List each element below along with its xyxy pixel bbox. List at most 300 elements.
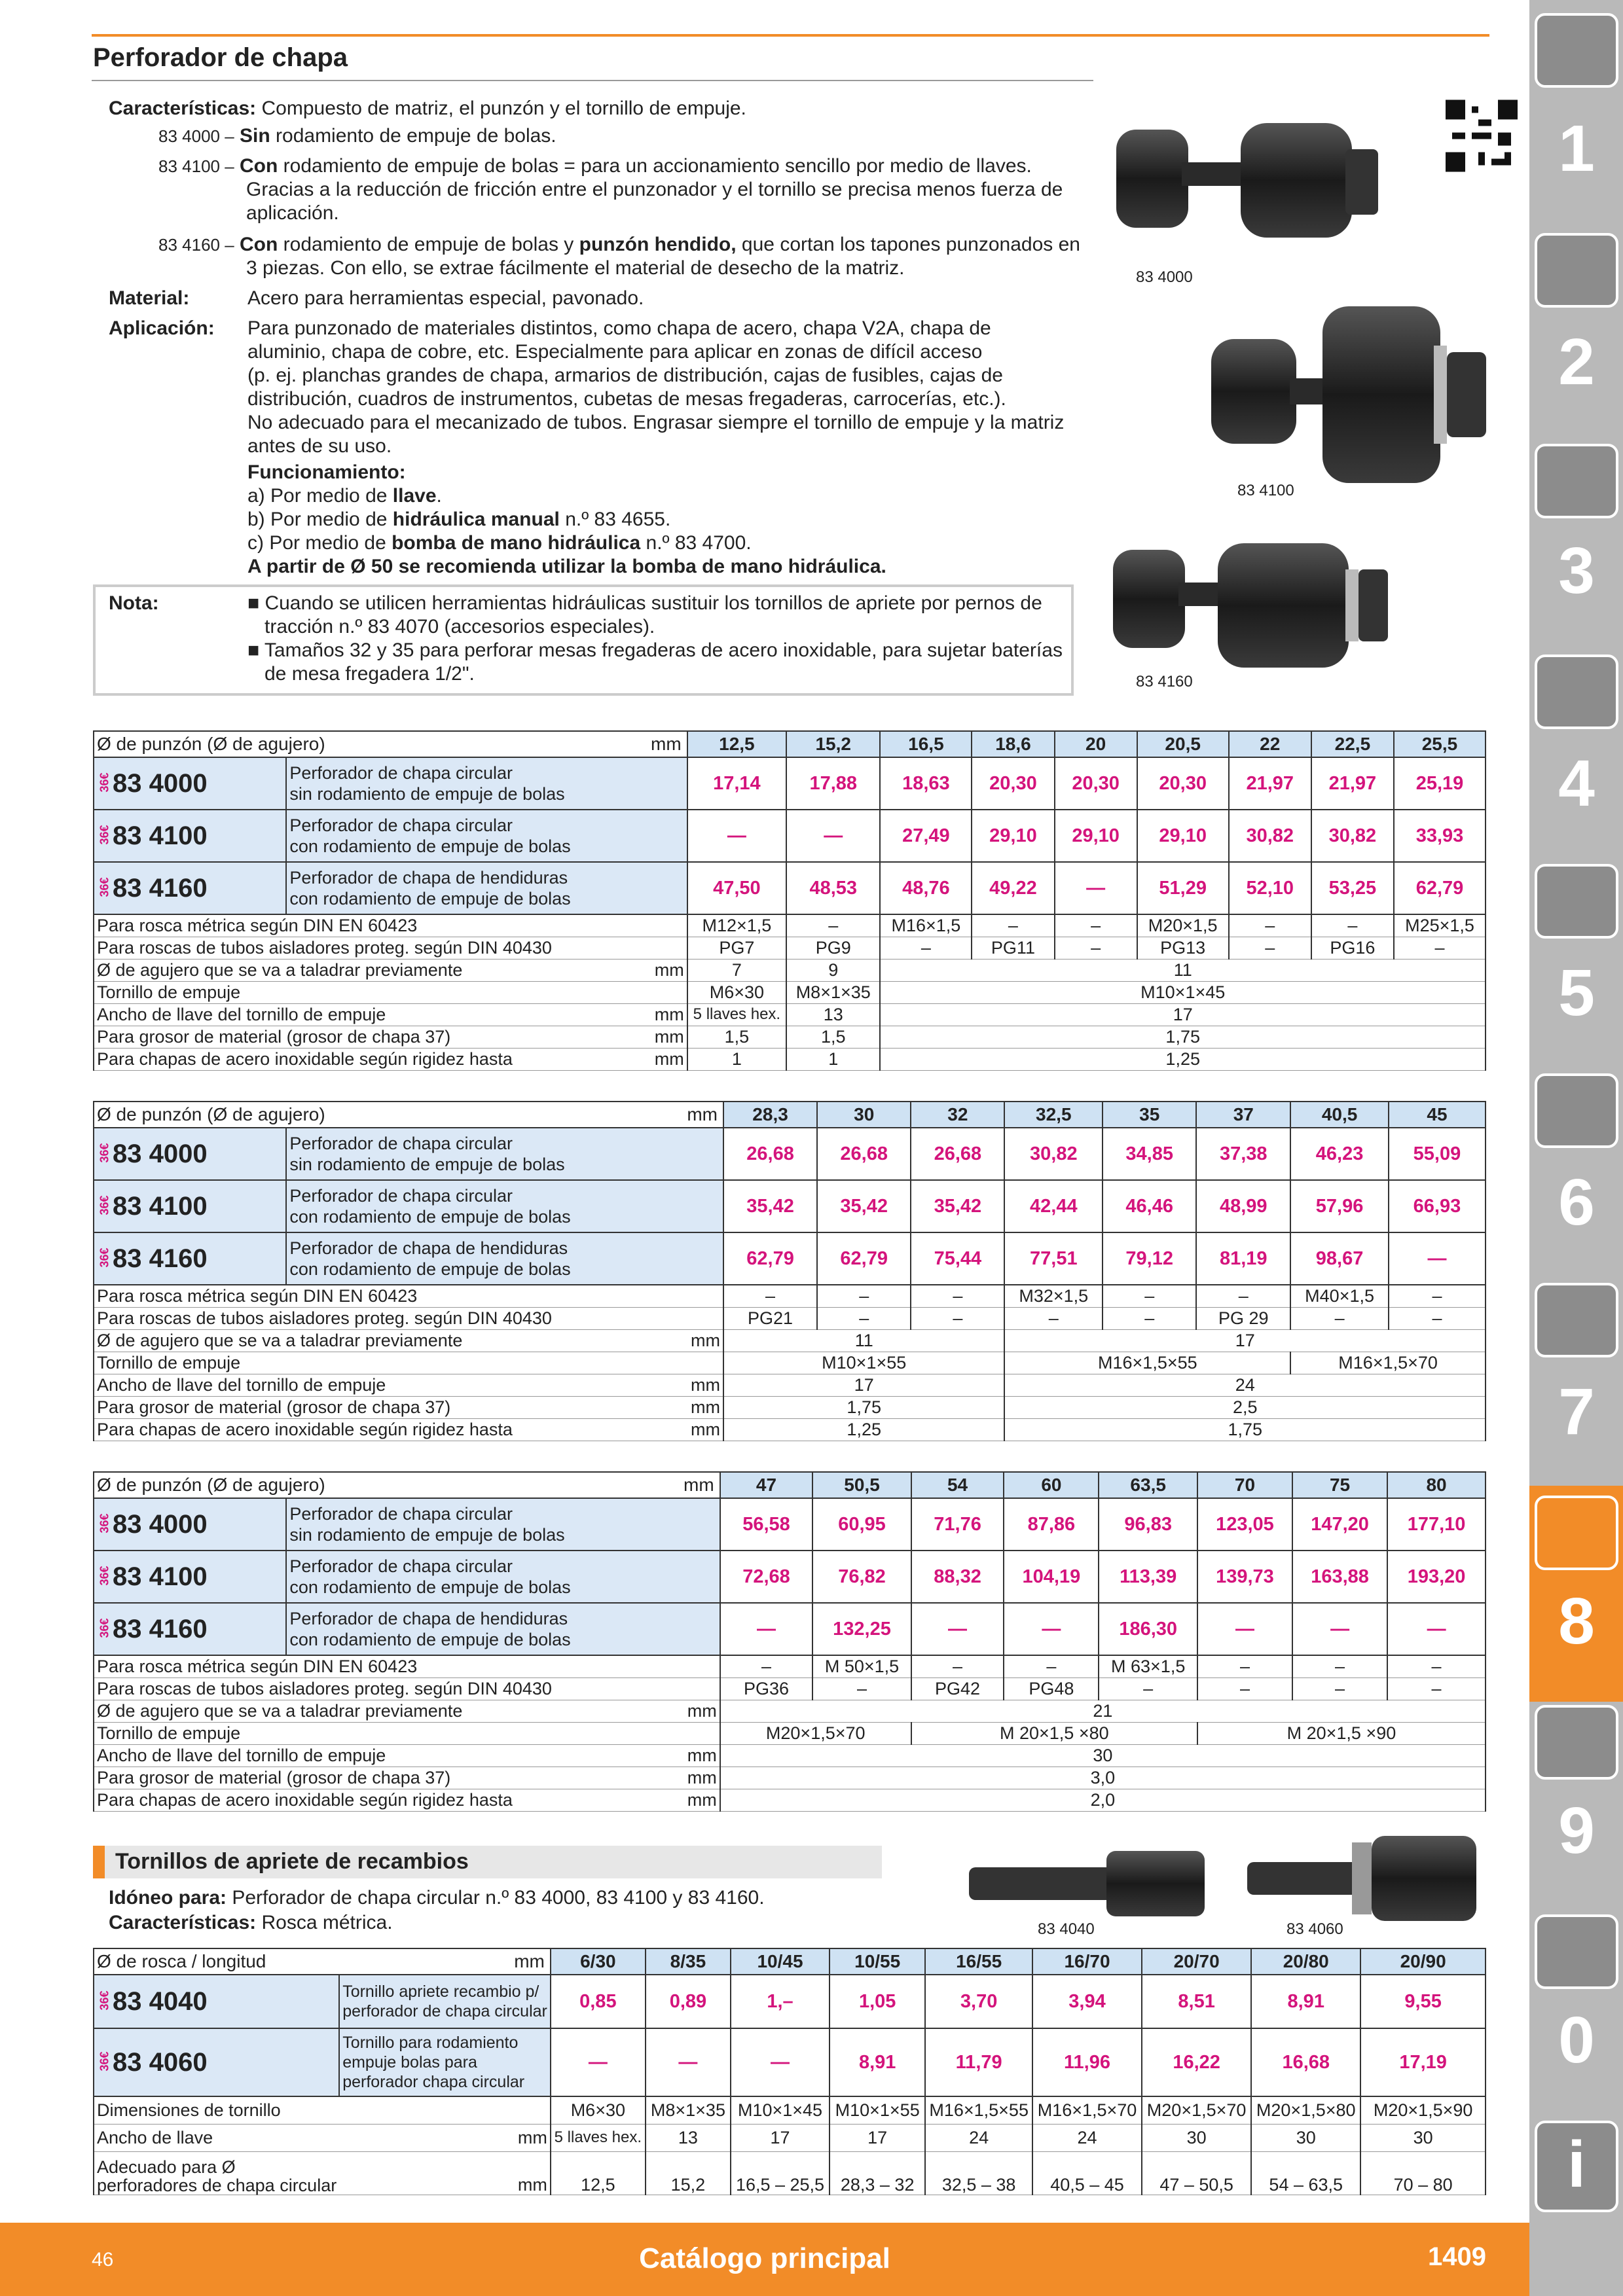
spec-row-drill	[94, 1700, 1486, 1722]
product-row-834100	[94, 1551, 1486, 1603]
spec-cell: 13	[786, 1003, 880, 1026]
spec-unit	[555, 981, 687, 1003]
caracteristicas-text: Compuesto de matriz, el punzón y el tornillo de empuje.	[261, 98, 746, 119]
price-cell: 33,93	[1394, 810, 1486, 862]
price-cell: 20,30	[1137, 757, 1229, 810]
size-cell: 20,5	[1137, 731, 1229, 757]
spec-cell: 21	[720, 1700, 1486, 1722]
spec-row-llave	[94, 2124, 1486, 2151]
spec-cell: M16×1,5×55	[925, 2096, 1032, 2124]
spec-cell: 24	[1032, 2124, 1142, 2151]
spec-row-screw	[94, 1722, 1486, 1744]
size-cell: 75	[1292, 1472, 1387, 1498]
spec-cell: –	[1387, 1677, 1486, 1700]
size-cell: 50,5	[812, 1472, 911, 1498]
spec-row-wrench	[94, 1374, 1486, 1396]
product-code	[94, 1975, 339, 2028]
tab-info-letter[interactable]: i	[1567, 2128, 1586, 2201]
tab-7-number[interactable]: 7	[1558, 1375, 1595, 1448]
spec-label	[94, 2151, 339, 2195]
spec-cell: M20×1,5×70	[720, 1722, 911, 1744]
tab-0-number[interactable]: 0	[1558, 2003, 1595, 2077]
aplicacion-line: No adecuado para el mecanizado de tubos. Engrasar siempre el tornillo de empuje y la matriz	[247, 412, 1065, 433]
spec-cell: M10×1×55	[830, 2096, 925, 2124]
price-cell: 26,68	[723, 1128, 817, 1180]
screw-834040-image	[962, 1844, 1218, 1923]
tab-0-icon[interactable]	[1535, 1914, 1618, 1989]
punch-834160-image	[1113, 543, 1388, 674]
spec-cell: –	[1197, 1655, 1292, 1677]
table-header-row	[94, 1102, 1486, 1128]
spec-unit: mm	[555, 1396, 723, 1418]
size-header-unit: mm	[651, 734, 682, 754]
item-bold: Sin	[240, 125, 270, 147]
spec-cell: PG21	[723, 1307, 817, 1329]
size-header	[94, 1472, 720, 1498]
spec-cell: –	[911, 1307, 1004, 1329]
top-rule	[92, 34, 1489, 37]
item-834000	[158, 124, 556, 148]
spec-cell: PG16	[1311, 937, 1394, 959]
price-cell: 60,95	[812, 1498, 911, 1551]
spec-unit: mm	[555, 959, 687, 981]
spec-cell: 30	[1360, 2124, 1486, 2151]
spec-cell: M10×1×45	[731, 2096, 830, 2124]
title-rule	[92, 80, 1093, 81]
product-code	[94, 862, 286, 914]
tab-5-number[interactable]: 5	[1558, 956, 1595, 1030]
size-cell: 28,3	[723, 1102, 817, 1128]
func-b-pre: b) Por medio de	[247, 509, 393, 530]
price-cell: 48,76	[880, 862, 972, 914]
size-header	[94, 1102, 723, 1128]
aplicacion-line: Para punzonado de materiales distintos, como chapa de acero, chapa V2A, chapa de	[247, 317, 991, 339]
price-cell: 48,53	[786, 862, 880, 914]
product-desc	[286, 810, 687, 862]
price-cell: 17,88	[786, 757, 880, 810]
spec-cell: 15,2	[646, 2151, 731, 2195]
price-cell: 163,88	[1292, 1551, 1387, 1603]
price-cell: 98,67	[1290, 1232, 1389, 1285]
tab-9-icon[interactable]	[1535, 1705, 1618, 1780]
desc-line: con rodamiento de empuje de bolas	[289, 1207, 571, 1227]
spec-cell: 1	[687, 1048, 786, 1070]
spec-cell: M 20×1,5 ×90	[1197, 1722, 1486, 1744]
spec-row-pg	[94, 1307, 1486, 1329]
product-row-834040	[94, 1975, 1486, 2028]
product-desc	[286, 1128, 723, 1180]
price-cell: 11,79	[925, 2028, 1032, 2096]
spec-cell: PG36	[720, 1677, 813, 1700]
tab-4-number[interactable]: 4	[1558, 747, 1595, 820]
spec-cell: –	[972, 914, 1054, 937]
price-cell: 66,93	[1389, 1180, 1486, 1232]
item-834160	[158, 233, 1080, 257]
spec-label: Ø de agujero que se va a taladrar previamente	[94, 1700, 555, 1722]
spec-cell: –	[1055, 937, 1137, 959]
price-cell: 75,44	[911, 1232, 1004, 1285]
product-code-text: 83 4160	[113, 1244, 208, 1273]
tab-2-number[interactable]: 2	[1558, 325, 1595, 399]
product-desc	[286, 1551, 720, 1603]
price-cell: 9,55	[1360, 1975, 1486, 2028]
size-cell: 15,2	[786, 731, 880, 757]
item-text: rodamiento de empuje de bolas = para un accionamiento sencillo por medio de llaves.	[278, 155, 1032, 177]
price-cell: —	[911, 1603, 1004, 1655]
desc-line: Tornillo para rodamiento	[342, 2034, 519, 2052]
product-code-text: 83 4100	[113, 821, 208, 850]
spec-cell: 47 – 50,5	[1142, 2151, 1251, 2195]
spec-cell: –	[817, 1307, 911, 1329]
product-code	[94, 1603, 286, 1655]
price-cell: —	[786, 810, 880, 862]
spec-cell: 2,0	[720, 1789, 1486, 1811]
price-cell: 177,10	[1387, 1498, 1486, 1551]
spec-cell: M25×1,5	[1394, 914, 1486, 937]
spec-cell: 30	[1251, 2124, 1360, 2151]
price-cell: 81,19	[1196, 1232, 1290, 1285]
product-row-834100	[94, 810, 1486, 862]
spec-cell: M20×1,5×80	[1251, 2096, 1360, 2124]
spec-cell: M 20×1,5 ×80	[911, 1722, 1197, 1744]
spec-unit: mm	[555, 1767, 720, 1789]
price-cell: 8,91	[1251, 1975, 1360, 2028]
item-834100	[158, 154, 1032, 178]
item-text2: que cortan los tapones punzonados en	[736, 234, 1080, 255]
spec-cell: –	[817, 1285, 911, 1307]
item-text: rodamiento de empuje de bolas.	[270, 125, 556, 147]
spec-cell: –	[1387, 1655, 1486, 1677]
size-cell: 45	[1389, 1102, 1486, 1128]
product-desc	[339, 1975, 551, 2028]
product-code-text: 83 4040	[113, 1986, 208, 2016]
table-header-row	[94, 1948, 1486, 1975]
tab-4-icon[interactable]	[1535, 655, 1618, 729]
spec-cell: 1,75	[723, 1396, 1004, 1418]
spec-label: Para chapas de acero inoxidable según rigidez hasta	[94, 1418, 555, 1441]
spec-row-adecuado	[94, 2151, 1486, 2195]
size-cell: 6/30	[551, 1948, 646, 1975]
spec-cell: 28,3 – 32	[830, 2151, 925, 2195]
section2-title: Tornillos de apriete de recambios	[115, 1849, 469, 1874]
size-cell: 40,5	[1290, 1102, 1389, 1128]
price-cell: 79,12	[1103, 1232, 1196, 1285]
desc-line: Perforador de chapa de hendiduras	[289, 868, 568, 888]
spec-row-drill	[94, 959, 1486, 981]
price-cell: —	[687, 810, 786, 862]
size-header-label: Ø de punzón (Ø de agujero)	[97, 1475, 325, 1495]
product-code	[94, 1232, 286, 1285]
spec-cell: –	[1196, 1285, 1290, 1307]
spec-cell: 7	[687, 959, 786, 981]
price-cell: —	[1389, 1232, 1486, 1285]
size-header-unit: mm	[687, 1104, 718, 1124]
spec-cell: 1,75	[880, 1026, 1486, 1048]
item-834100-line3: aplicación.	[246, 202, 339, 224]
desc-line: sin rodamiento de empuje de bolas	[289, 784, 565, 804]
spec-cell: 11	[880, 959, 1486, 981]
price-cell: 35,42	[723, 1180, 817, 1232]
price-cell: 123,05	[1197, 1498, 1292, 1551]
spec-cell: PG 29	[1196, 1307, 1290, 1329]
aplicacion-label: Aplicación:	[109, 317, 215, 339]
product-desc	[286, 1603, 720, 1655]
spec-label: Para grosor de material (grosor de chapa 37)	[94, 1396, 555, 1418]
price-cell: 29,10	[1055, 810, 1137, 862]
punch-834000-image	[1110, 117, 1385, 274]
spec-cell: 30	[1142, 2124, 1251, 2151]
item-bold: Con	[240, 234, 278, 255]
spec-row-thick	[94, 1767, 1486, 1789]
price-cell: 88,32	[911, 1551, 1004, 1603]
product-code	[94, 2028, 339, 2096]
section2-marker	[93, 1846, 105, 1878]
spec-cell: M8×1×35	[646, 2096, 731, 2124]
func-c-post: n.º 83 4700.	[640, 532, 752, 554]
spec-cell: 17	[723, 1374, 1004, 1396]
tab-9-number[interactable]: 9	[1558, 1794, 1595, 1867]
spec-cell: M6×30	[551, 2096, 646, 2124]
size-cell: 20	[1055, 731, 1137, 757]
item-bold: Con	[240, 155, 278, 177]
tab-7-icon[interactable]	[1535, 1283, 1618, 1357]
spec-cell: –	[723, 1285, 817, 1307]
spec-cell: 5 llaves hex.	[551, 2124, 646, 2151]
desc-line: perforador de chapa circular	[342, 2002, 547, 2020]
price-stamp: 36€	[98, 1247, 111, 1268]
price-cell: 56,58	[720, 1498, 813, 1551]
tab-8-icon[interactable]	[1535, 1496, 1618, 1570]
price-cell: —	[1292, 1603, 1387, 1655]
func-c-pre: c) Por medio de	[247, 532, 392, 554]
spec-cell: –	[1197, 1677, 1292, 1700]
nota-label: Nota:	[109, 592, 159, 614]
product-code-text: 83 4060	[113, 2047, 208, 2077]
screw-table	[93, 1948, 1486, 2195]
spec-cell: PG11	[972, 937, 1054, 959]
product-row-834160	[94, 1232, 1486, 1285]
size-cell: 30	[817, 1102, 911, 1128]
price-cell: 53,25	[1311, 862, 1394, 914]
price-cell: 0,89	[646, 1975, 731, 2028]
spec-cell: –	[1292, 1677, 1387, 1700]
tab-3-number[interactable]: 3	[1558, 534, 1595, 607]
size-header-unit: mm	[514, 1951, 545, 1971]
size-cell: 32,5	[1004, 1102, 1103, 1128]
spec-cell: –	[880, 937, 972, 959]
spec-cell: M20×1,5	[1137, 914, 1229, 937]
price-cell: 47,50	[687, 862, 786, 914]
spec-cell: 24	[1004, 1374, 1486, 1396]
spec-cell: PG9	[786, 937, 880, 959]
spec-cell: –	[1103, 1307, 1196, 1329]
tab-3-icon[interactable]	[1535, 444, 1618, 518]
price-cell: 42,44	[1004, 1180, 1103, 1232]
price-cell: 20,30	[972, 757, 1054, 810]
caracteristicas-line	[109, 97, 746, 120]
spec-cell: –	[911, 1655, 1004, 1677]
size-cell: 37	[1196, 1102, 1290, 1128]
spec-unit	[555, 1655, 720, 1677]
spec-cell: 12,5	[551, 2151, 646, 2195]
desc-line: Tornillo apriete recambio p/	[342, 1982, 539, 2001]
spec-unit: mm	[555, 1003, 687, 1026]
idoneo-label: Idóneo para:	[109, 1887, 227, 1909]
tab-8-number[interactable]: 8	[1558, 1585, 1595, 1658]
product-row-834000	[94, 757, 1486, 810]
spec-label: Ancho de llave del tornillo de empuje	[94, 1003, 555, 1026]
price-cell: —	[720, 1603, 813, 1655]
spec-row-dims	[94, 2096, 1486, 2124]
price-cell: 20,30	[1055, 757, 1137, 810]
product-desc	[339, 2028, 551, 2096]
spec-cell: M20×1,5×70	[1142, 2096, 1251, 2124]
spec-cell: M12×1,5	[687, 914, 786, 937]
spec-cell: M10×1×45	[880, 981, 1486, 1003]
price-cell: 27,49	[880, 810, 972, 862]
desc-line: con rodamiento de empuje de bolas	[289, 1577, 571, 1597]
punch-table-1	[93, 730, 1486, 1071]
spec-row-metric	[94, 1285, 1486, 1307]
punch-table-3	[93, 1471, 1486, 1812]
caption-834060: 83 4060	[1286, 1920, 1343, 1938]
product-desc	[286, 1498, 720, 1551]
product-desc	[286, 862, 687, 914]
size-cell: 10/55	[830, 1948, 925, 1975]
desc-line: sin rodamiento de empuje de bolas	[289, 1525, 565, 1545]
price-cell: 3,94	[1032, 1975, 1142, 2028]
sec2-car-line	[109, 1911, 393, 1935]
spec-cell: –	[1290, 1307, 1389, 1329]
desc-line: Perforador de chapa de hendiduras	[289, 1609, 568, 1628]
tab-5-icon[interactable]	[1535, 864, 1618, 939]
price-cell: 30,82	[1229, 810, 1311, 862]
size-cell: 32	[911, 1102, 1004, 1128]
size-cell: 10/45	[731, 1948, 830, 1975]
price-cell: —	[551, 2028, 646, 2096]
price-cell: —	[731, 2028, 830, 2096]
spec-row-screw	[94, 981, 1486, 1003]
spec-cell: 1,25	[723, 1418, 1004, 1441]
desc-line: con rodamiento de empuje de bolas	[289, 1259, 571, 1279]
spec-cell: –	[1292, 1655, 1387, 1677]
nota-line: ■ Tamaños 32 y 35 para perforar mesas fregaderas de acero inoxidable, para sujetar baterías	[247, 639, 1063, 661]
spec-cell: 1,25	[880, 1048, 1486, 1070]
nota-line: tracción n.º 83 4070 (accesorios especiales).	[264, 616, 655, 637]
spec-label: Para rosca métrica según DIN EN 60423	[94, 914, 555, 937]
footer-catalog-title: Catálogo principal	[639, 2242, 890, 2274]
spec-cell: 11	[723, 1329, 1004, 1352]
idoneo-text: Perforador de chapa circular n.º 83 4000, 83 4100 y 83 4160.	[232, 1887, 765, 1909]
price-stamp: 36€	[98, 1990, 111, 2011]
desc-line: Perforador de chapa circular	[289, 816, 513, 835]
spec-cell: –	[812, 1677, 911, 1700]
punch-table-2	[93, 1101, 1486, 1441]
desc-line: con rodamiento de empuje de bolas	[289, 836, 571, 856]
spec-row-thick	[94, 1026, 1486, 1048]
tab-6-number[interactable]: 6	[1558, 1166, 1595, 1239]
table-header-row	[94, 1472, 1486, 1498]
spec-unit	[555, 1677, 720, 1700]
item-code: 83 4000 –	[158, 126, 234, 146]
spec-label: Tornillo de empuje	[94, 1722, 555, 1744]
tab-1-number[interactable]: 1	[1558, 112, 1595, 185]
price-cell: 52,10	[1229, 862, 1311, 914]
spec-cell: –	[1311, 914, 1394, 937]
caracteristicas-label: Características:	[109, 98, 257, 119]
product-row-834000	[94, 1498, 1486, 1551]
caption-834100: 83 4100	[1237, 482, 1294, 499]
spec-label: Para grosor de material (grosor de chapa 37)	[94, 1026, 555, 1048]
desc-line: Perforador de chapa circular	[289, 1556, 513, 1576]
price-cell: 62,79	[723, 1232, 817, 1285]
spec-cell: 17	[731, 2124, 830, 2151]
adec-line: Adecuado para Ø	[97, 2157, 236, 2177]
spec-cell: –	[1099, 1677, 1197, 1700]
spec-label: Para roscas de tubos aisladores proteg. según DIN 40430	[94, 1307, 555, 1329]
product-code	[94, 1128, 286, 1180]
aplicacion-line: (p. ej. planchas grandes de chapa, armarios de distribución, cajas de fusibles, cajas de	[247, 365, 1003, 386]
price-stamp: 36€	[98, 1513, 111, 1534]
func-note: A partir de Ø 50 se recomienda utilizar la bomba de mano hidráulica.	[247, 556, 886, 577]
price-cell: 113,39	[1099, 1551, 1197, 1603]
aplicacion-line: antes de su uso.	[247, 435, 392, 457]
price-cell: 30,82	[1004, 1128, 1103, 1180]
price-cell: 139,73	[1197, 1551, 1292, 1603]
caption-834000: 83 4000	[1136, 268, 1193, 286]
price-stamp: 36€	[98, 1195, 111, 1215]
price-stamp: 36€	[98, 877, 111, 897]
price-stamp: 36€	[98, 825, 111, 845]
spec-row-inox	[94, 1048, 1486, 1070]
desc-line: con rodamiento de empuje de bolas	[289, 889, 571, 908]
spec-row-screw	[94, 1352, 1486, 1374]
price-cell: 71,76	[911, 1498, 1004, 1551]
product-desc	[286, 1232, 723, 1285]
spec-row-inox	[94, 1418, 1486, 1441]
price-cell: 17,14	[687, 757, 786, 810]
product-desc	[286, 1180, 723, 1232]
size-cell: 16/55	[925, 1948, 1032, 1975]
spec-cell: 1,5	[786, 1026, 880, 1048]
tab-6-icon[interactable]	[1535, 1073, 1618, 1148]
price-cell: 62,79	[817, 1232, 911, 1285]
spec-unit: mm	[555, 1329, 723, 1352]
spec-cell: M32×1,5	[1004, 1285, 1103, 1307]
spec-cell: M40×1,5	[1290, 1285, 1389, 1307]
product-code-text: 83 4000	[113, 1509, 208, 1539]
size-header-label: Ø de punzón (Ø de agujero)	[97, 734, 325, 754]
price-cell: 1,–	[731, 1975, 830, 2028]
desc-line: Perforador de chapa circular	[289, 1504, 513, 1524]
size-cell: 63,5	[1099, 1472, 1197, 1498]
tab-2-icon[interactable]	[1535, 233, 1618, 308]
price-cell: 132,25	[812, 1603, 911, 1655]
spec-label: Ø de agujero que se va a taladrar previamente	[94, 1329, 555, 1352]
price-cell: 17,19	[1360, 2028, 1486, 2096]
spec-label: Dimensiones de tornillo	[94, 2096, 551, 2124]
spec-cell: 16,5 – 25,5	[731, 2151, 830, 2195]
spec-cell: 24	[925, 2124, 1032, 2151]
spec-row-pg	[94, 1677, 1486, 1700]
spec-cell: 1	[786, 1048, 880, 1070]
price-cell: 21,97	[1229, 757, 1311, 810]
product-row-834100	[94, 1180, 1486, 1232]
tab-1-icon[interactable]	[1535, 13, 1618, 88]
size-cell: 80	[1387, 1472, 1486, 1498]
spec-label: Para roscas de tubos aisladores proteg. según DIN 40430	[94, 937, 555, 959]
item-834160-line2: 3 piezas. Con ello, se extrae fácilmente el material de desecho de la matriz.	[246, 257, 905, 279]
